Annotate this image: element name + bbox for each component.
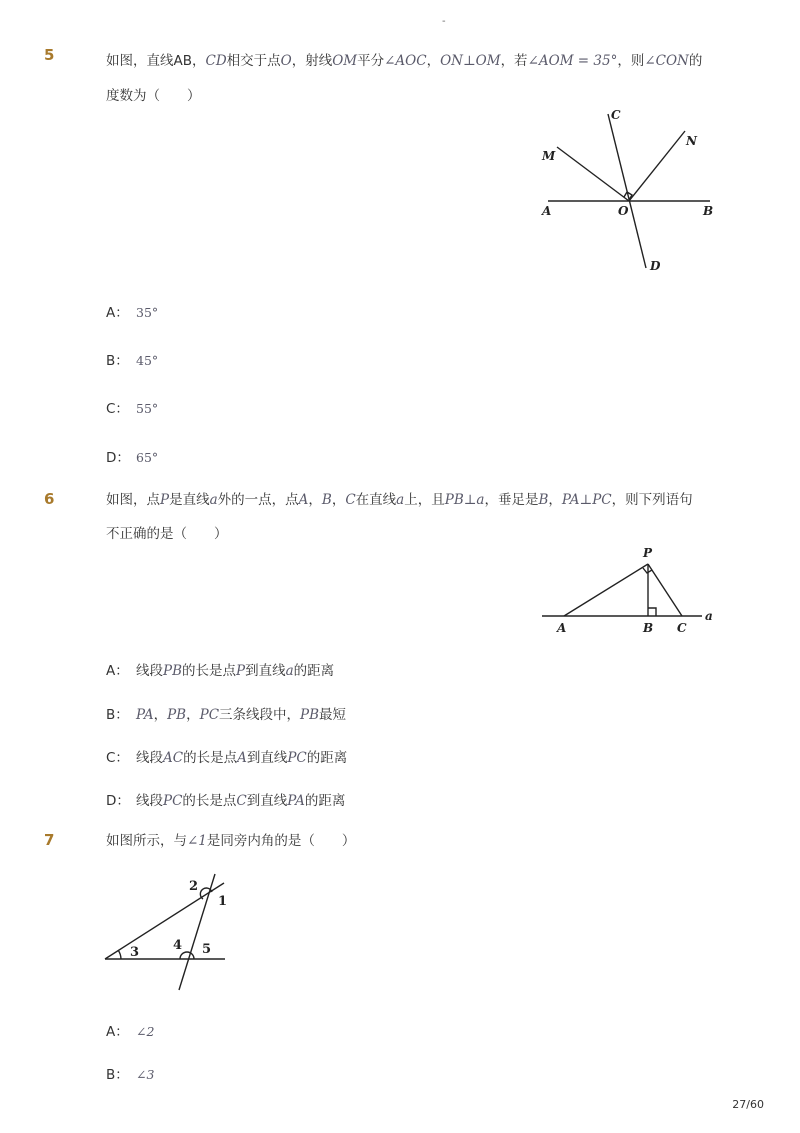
q6-option-a[interactable]: A： 线段PB的长是点P到直线a的距离 (106, 663, 335, 679)
question-7-figure (100, 870, 240, 998)
question-6-stem-line1: 如图，点P是直线a外的一点，点A，B，C在直线a上，且PB⊥a，垂足是B，PA⊥PC，则下列语句 (106, 492, 693, 508)
label-b: B (643, 621, 654, 635)
line-cd (608, 114, 646, 268)
q7-option-a[interactable]: A： ∠2 (106, 1024, 155, 1040)
label-a: A (557, 621, 567, 635)
q7-option-b[interactable]: B： ∠3 (106, 1067, 155, 1083)
question-number-6: 6 (44, 490, 55, 508)
page-number: 27/60 (732, 1098, 764, 1111)
q5-option-c[interactable]: C： 55° (106, 401, 159, 417)
segment-pa (564, 564, 648, 616)
label-3: 3 (130, 945, 140, 960)
label-c: C (677, 621, 687, 635)
question-5-stem-line2: 度数为（ ） (106, 88, 201, 104)
label-m: M (542, 149, 556, 163)
q6-option-d[interactable]: D： 线段PC的长是点C到直线PA的距离 (106, 793, 346, 809)
label-o: O (618, 204, 629, 218)
label-2: 2 (189, 879, 199, 894)
label-p: P (643, 546, 653, 560)
question-number-5: 5 (44, 46, 55, 64)
question-6-stem-line2: 不正确的是（ ） (106, 526, 228, 542)
angle-3-arc (118, 950, 121, 959)
angle-4-5-arc (180, 952, 194, 959)
q5-option-a[interactable]: A： 35° (106, 305, 159, 321)
label-4: 4 (173, 938, 183, 953)
label-1: 1 (218, 894, 228, 909)
question-5-stem-line1: 如图，直线AB，CD相交于点O，射线OM平分∠AOC，ON⊥OM，若∠AOM = 35°，则∠CON的 (106, 53, 703, 69)
q6-option-b[interactable]: B： PA，PB，PC三条线段中，PB最短 (106, 707, 347, 723)
label-d: D (650, 259, 661, 273)
label-line-a: a (705, 609, 713, 623)
q5-option-b[interactable]: B： 45° (106, 353, 159, 369)
question-6-figure (530, 540, 730, 640)
question-7-stem: 如图所示，与∠1是同旁内角的是（ ） (106, 833, 356, 849)
label-b: B (703, 204, 714, 218)
label-5: 5 (202, 942, 212, 957)
angle-1-2-arc (200, 888, 212, 899)
label-a: A (542, 204, 552, 218)
question-number-7: 7 (44, 831, 55, 849)
question-5-figure (530, 100, 730, 280)
q5-option-d[interactable]: D： 65° (106, 450, 159, 466)
header-mark: - (442, 16, 446, 27)
label-c: C (611, 108, 621, 122)
label-n: N (686, 134, 697, 148)
q6-option-c[interactable]: C： 线段AC的长是点A到直线PC的距离 (106, 750, 348, 766)
ray-on (629, 131, 685, 201)
right-angle-mark-b (648, 608, 656, 616)
